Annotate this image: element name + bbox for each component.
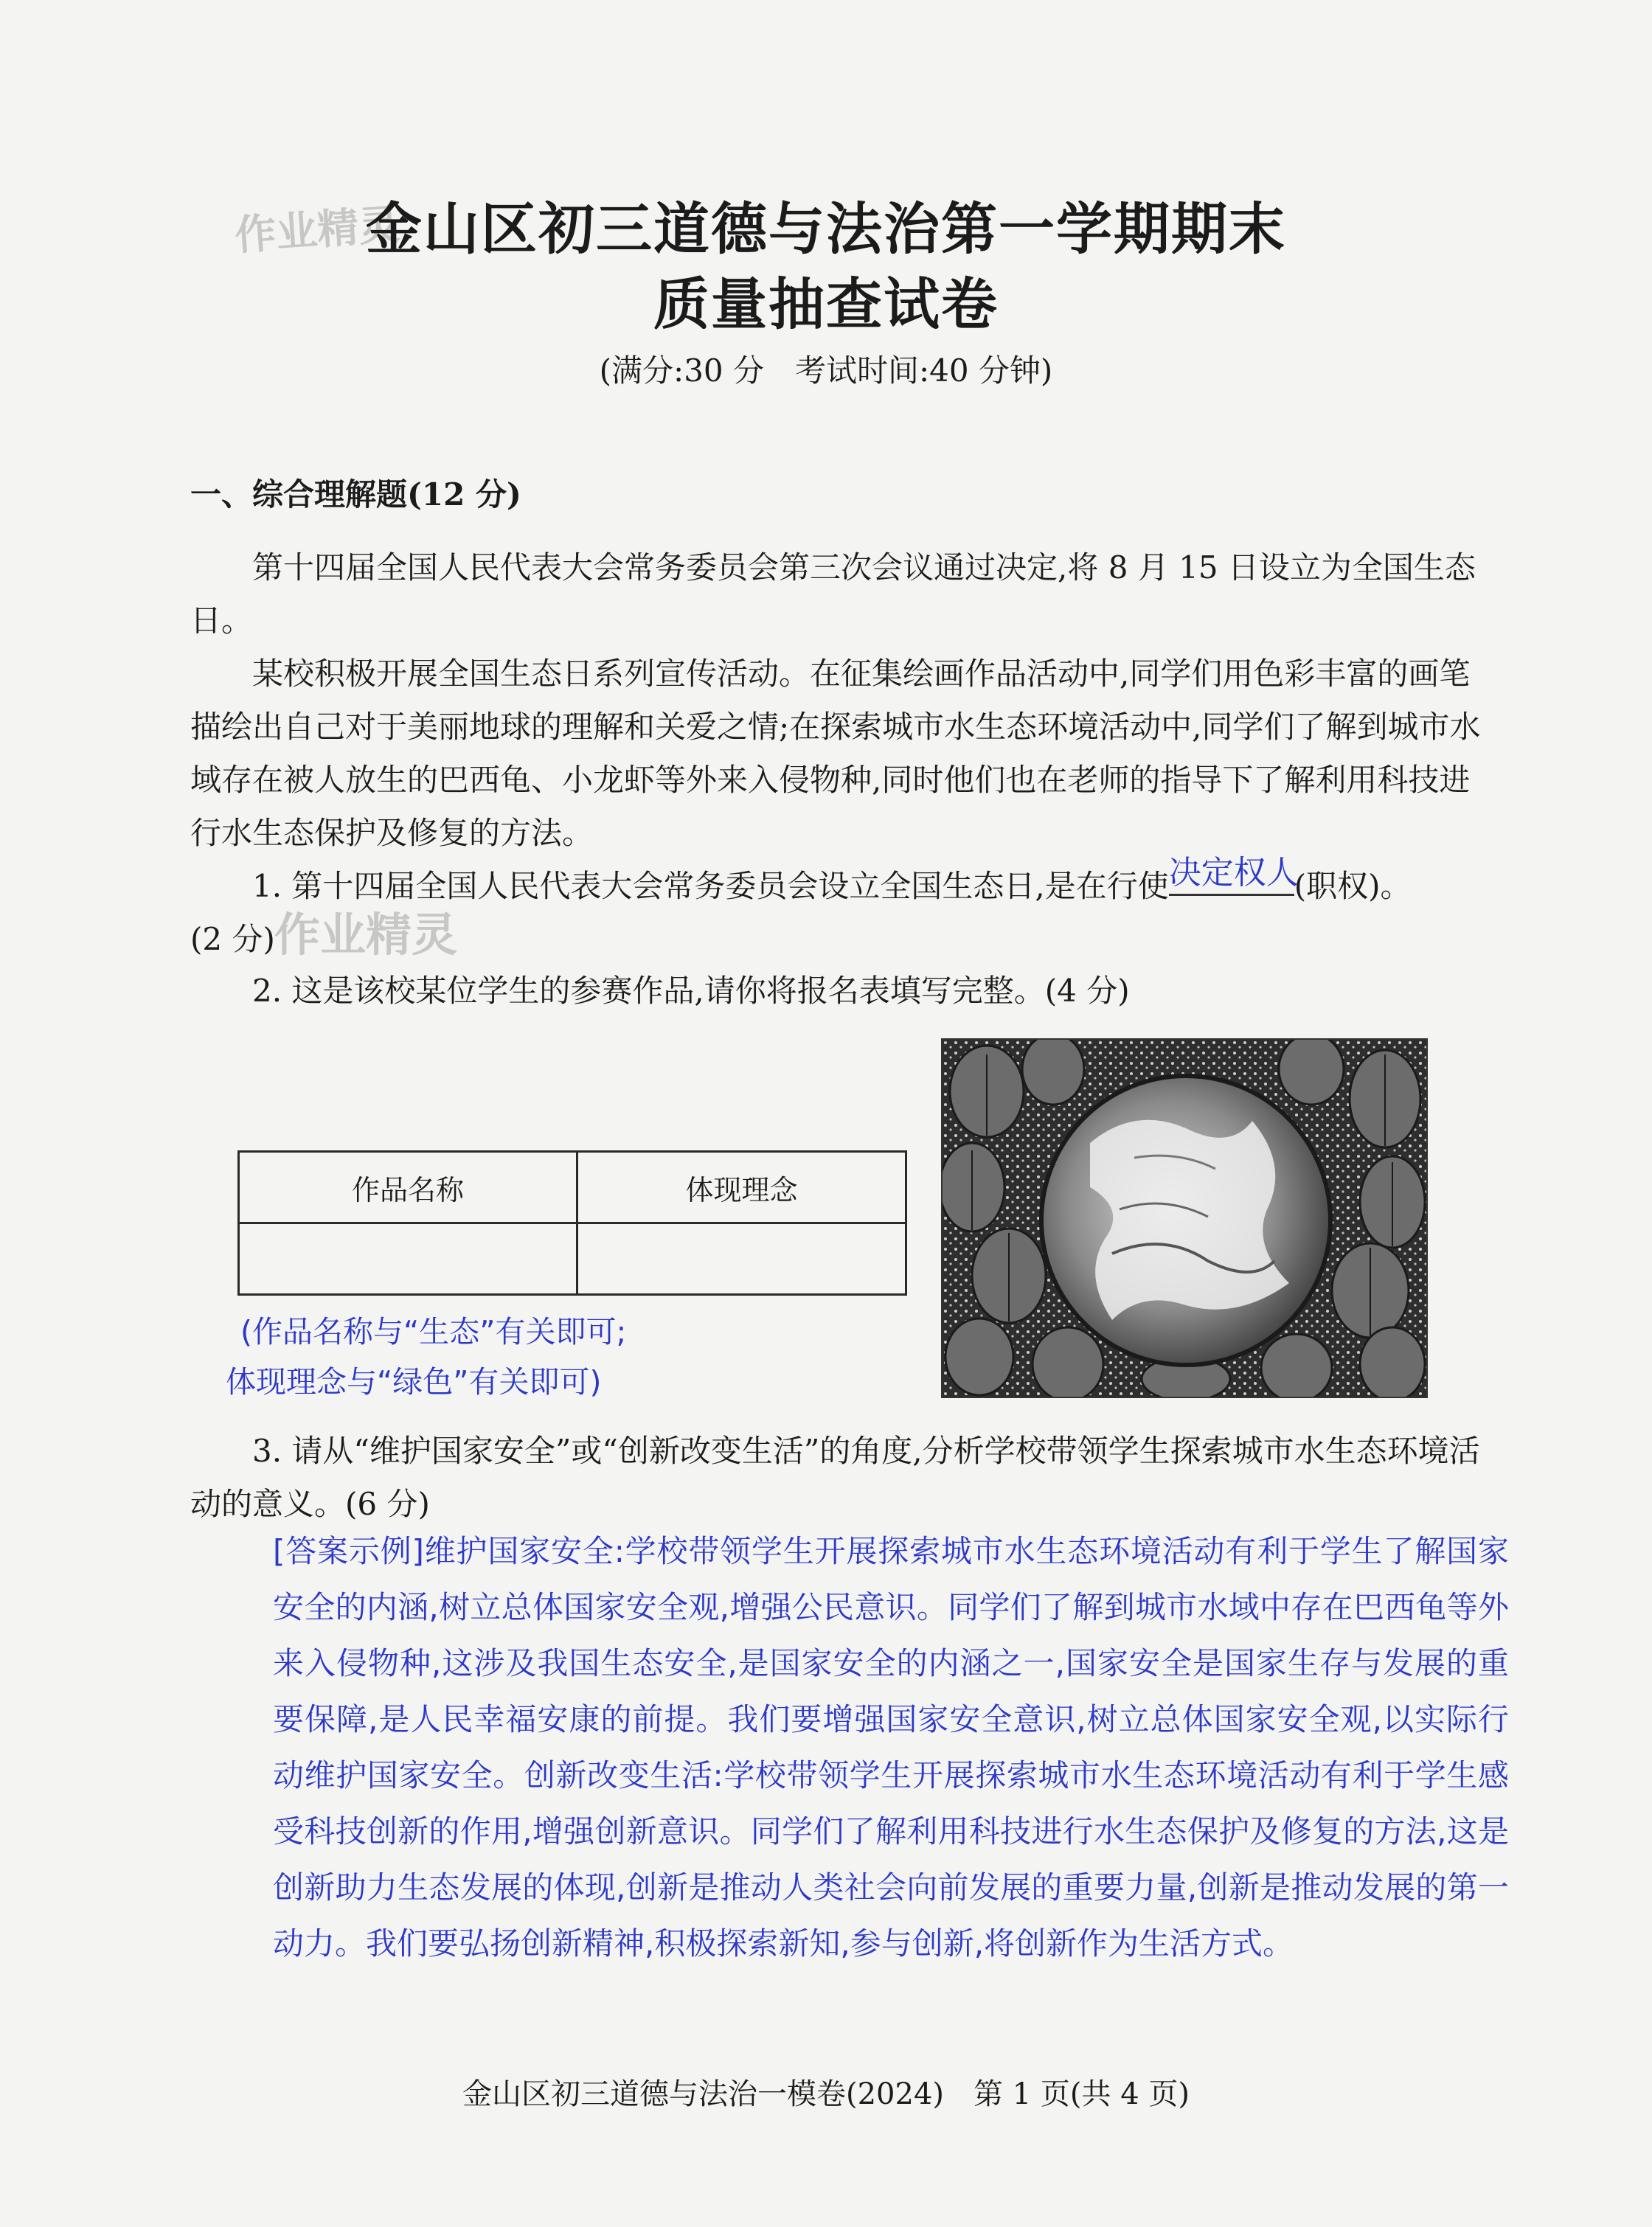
page-title-line2: 质量抽查试卷	[653, 271, 999, 337]
exam-info: (满分:30 分 考试时间:40 分钟)	[599, 352, 1053, 389]
question-1-score: (2 分)	[190, 921, 275, 957]
question-3: 3. 请从“维护国家安全”或“创新改变生活”的角度,分析学校带领学生探索城市水生态环境活动的意义。(6 分)	[190, 1433, 1480, 1522]
table-cell-work-name	[239, 1223, 577, 1295]
painting-image	[943, 1040, 1426, 1397]
student-painting	[941, 1038, 1428, 1398]
question-2: 2. 这是该校某位学生的参赛作品,请你将报名表填写完整。(4 分)	[252, 973, 1130, 1009]
table-row	[239, 1152, 906, 1223]
registration-table	[237, 1150, 907, 1296]
page-footer: 金山区初三道德与法治一模卷(2024) 第 1 页(共 4 页)	[462, 2077, 1190, 2111]
question-2-answer-line2: 体现理念与“绿色”有关即可)	[226, 1364, 602, 1400]
question-1-suffix: (职权)。	[1294, 868, 1412, 904]
question-1-answer-blank: 决定权人	[1169, 852, 1294, 896]
section-heading: 一、综合理解题(12 分)	[190, 476, 521, 513]
intro-paragraph-2: 某校积极开展全国生态日系列宣传活动。在征集绘画作品活动中,同学们用色彩丰富的画笔描绘出自己对于美丽地球的理解和关爱之情;在探索城市水生态环境活动中,同学们了解到城市水域存在被人放生的巴西龟、小龙虾等外来入侵物种,同时他们也在老师的指导下了解利用科技进行水生态保护及修复的方法。	[190, 656, 1481, 851]
table-header-work-name: 作品名称	[239, 1152, 577, 1223]
watermark: 作业精灵	[274, 908, 458, 962]
watermark: 作业精灵	[233, 201, 402, 260]
table-row	[239, 1223, 906, 1295]
question-1	[252, 854, 1506, 913]
intro-paragraph-1: 第十四届全国人民代表大会常务委员会第三次会议通过决定,将 8 月 15 日设立为全国生态日。	[190, 549, 1476, 639]
question-3-answer: [答案示例]维护国家安全:学校带领学生开展探索城市水生态环境活动有利于学生了解国家安全的内涵,树立总体国家安全观,增强公民意识。同学们了解到城市水域中存在巴西龟等外来入侵物种,这涉及我国生态安全,是国家安全的内涵之一,国家安全是国家生存与发展的重要保障,是人民幸福安康的前提。我们要增强国家安全意识,树立总体国家安全观,以实际行动维护国家安全。创新改变生活:学校带领学生开展探索城市水生态环境活动有利于学生感受科技创新的作用,增强创新意识。同学们了解利用科技进行水生态保护及修复的方法,这是创新助力生态发展的体现,创新是推动人类社会向前发展的重要力量,创新是推动发展的第一动力。我们要弘扬创新精神,积极探索新知,参与创新,将创新作为生活方式。	[273, 1533, 1509, 1962]
question-1-text: 1. 第十四届全国人民代表大会常务委员会设立全国生态日,是在行使	[252, 868, 1169, 904]
table-header-concept: 体现理念	[577, 1152, 906, 1223]
table-cell-concept	[577, 1223, 906, 1295]
question-2-answer-line1: (作品名称与“生态”有关即可;	[240, 1314, 627, 1349]
page-title: 金山区初三道德与法治第一学期期末	[366, 196, 1286, 262]
